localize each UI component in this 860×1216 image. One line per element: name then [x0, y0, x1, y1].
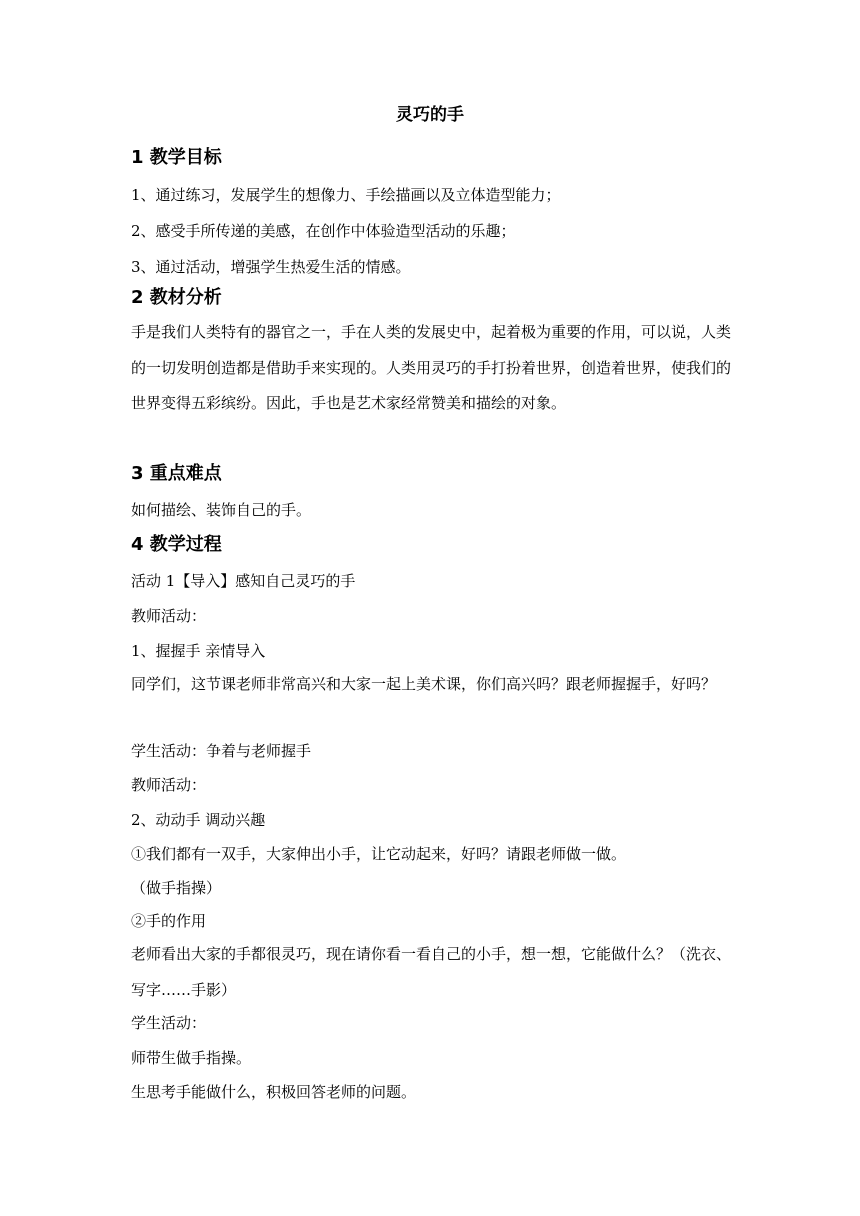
student-activity-item-1: 师带生做手指操。 — [131, 1049, 252, 1067]
student-activity-item-2: 生思考手能做什么，积极回答老师的问题。 — [131, 1083, 417, 1101]
student-activity-label: 学生活动： — [131, 1014, 207, 1032]
step-2-heading: 2、动动手 调动兴趣 — [131, 811, 266, 829]
teacher-activity-label-2: 教师活动： — [131, 776, 207, 794]
teacher-activity-label: 教师活动： — [131, 607, 207, 625]
step-2-item-1-note: （做手指操） — [131, 879, 222, 897]
step-2-item-1: ①我们都有一双手，大家伸出小手，让它动起来，好吗？请跟老师做一做。 — [131, 845, 627, 863]
objective-item-1: 1、通过练习，发展学生的想像力、手绘描画以及立体造型能力； — [131, 186, 561, 204]
step-2-item-2: ②手的作用 — [131, 912, 207, 930]
document-title: 灵巧的手 — [396, 105, 464, 125]
section-heading-objectives: 1 教学目标 — [131, 147, 222, 168]
step-2-item-2-paragraph: 老师看出大家的手都很灵巧，现在请你看一看自己的小手，想一想，它能做什么？（洗衣、写字……手影） — [131, 945, 732, 999]
activity-title: 活动 1【导入】感知自己灵巧的手 — [131, 572, 356, 590]
student-activity-line: 学生活动：争着与老师握手 — [131, 742, 312, 760]
objective-item-3: 3、通过活动，增强学生热爱生活的情感。 — [131, 258, 411, 276]
section-heading-analysis: 2 教材分析 — [131, 287, 222, 308]
section-heading-process: 4 教学过程 — [131, 534, 222, 555]
step-1-paragraph: 同学们，这节课老师非常高兴和大家一起上美术课，你们高兴吗？跟老师握握手，好吗？ — [131, 675, 717, 693]
objective-item-2: 2、感受手所传递的美感，在创作中体验造型活动的乐趣； — [131, 222, 516, 240]
analysis-paragraph: 手是我们人类特有的器官之一，手在人类的发展史中，起着极为重要的作用，可以说，人类的一切发明创造都是借助手来实现的。人类用灵巧的手打扮着世界，创造着世界，使我们的世界变得五彩缤纷。因此，手也是艺术家经常赞美和描绘的对象。 — [131, 323, 732, 412]
step-1-heading: 1、握握手 亲情导入 — [131, 642, 266, 660]
key-points-paragraph: 如何描绘、装饰自己的手。 — [131, 501, 312, 519]
section-heading-key-points: 3 重点难点 — [131, 463, 222, 484]
